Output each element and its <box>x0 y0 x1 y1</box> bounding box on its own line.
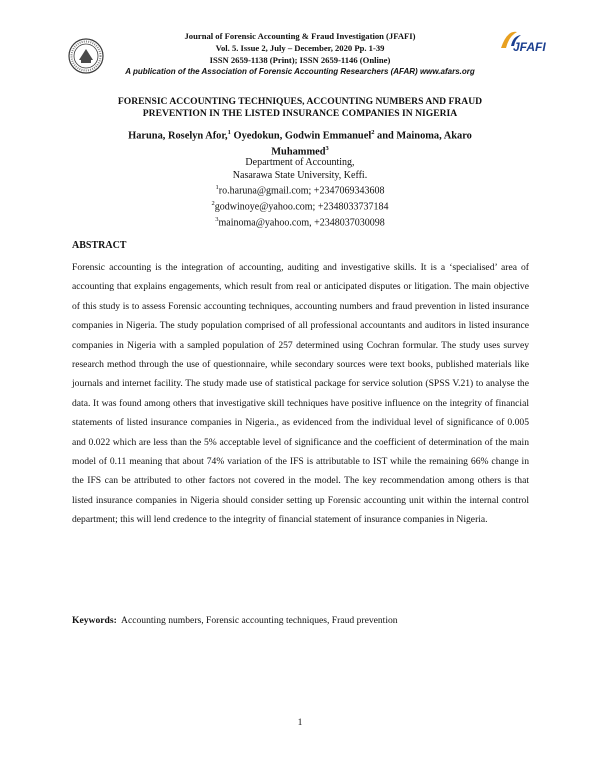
keywords-text: Accounting numbers, Forensic accounting techniques, Fraud prevention <box>121 615 398 626</box>
journal-name: Journal of Forensic Accounting & Fraud Investigation (JFAFI) <box>184 31 416 41</box>
journal-publisher: A publication of the Association of Forensic Accounting Researchers (AFAR) www.afars.org <box>125 67 475 76</box>
author-2: Oyedokun, Godwin Emmanuel <box>230 130 372 142</box>
author-1-sup: 1 <box>227 129 231 136</box>
affiliation-block <box>100 157 500 229</box>
abstract-heading: ABSTRACT <box>72 240 127 251</box>
journal-issn: ISSN 2659-1138 (Print); ISSN 2659-1146 (Online) <box>209 55 391 65</box>
page-number: 1 <box>297 717 303 728</box>
contact-1-text[interactable]: ro.haruna@gmail.com; +2347069343608 <box>218 185 385 197</box>
author-1: Haruna, Roselyn Afor, <box>128 130 228 142</box>
university: Nasarawa State University, Keffi. <box>232 169 368 181</box>
author-3-line-2: Muhammed <box>271 146 326 158</box>
journal-header <box>0 30 600 78</box>
abstract-body: Forensic accounting is the integration of accounting, auditing and investigative skills. It is a ‘specialised’ area of accounting that explains engagements, which result from real or anticipated disputes or litigation. The main objective of this study is to assess Forensic accounting techniques, accounting numbers and fraud prevention in listed insurance companies in Nigeria. The study population comprised of all professional accountants and auditors in listed insurance companies in Nigeria with a sampled population of 257 determined using Cochran formular. The study uses survey research method through the use of questionnaire, while secondary sources were text books, published materials like journals and internet facility. The study made use of statistical package for service solution (SPSS V.21) to analyse the data. It was found among others that investigative skill techniques have positive influence on the integrity of financial statements of listed insurance companies in Nigeria., as evidenced from the individual level of significance of 0.005 and 0.022 which are less than the 5% acceptable level of significance and the coefficient of determination of the main model of 0.11 meaning that about 74% variation of the IFS is attributable to IST while the remaining 66% change in the IFS can be attributed to other factors not covered in the model. The key recommendation among others is that listed insurance companies in Nigeria should consider setting up Forensic accounting unit within the internal control department; this will lend credence to the integrity of financial statement of insurance companies in Nigeria. <box>72 262 529 526</box>
author-3: and Mainoma, Akaro <box>374 130 472 142</box>
contact-2: $^2$godwinoye@yahoo.com; +2348033737184 <box>211 199 389 213</box>
keywords-line <box>72 615 529 626</box>
author-2-sup: 2 <box>371 129 375 136</box>
paper-title <box>60 96 540 120</box>
contact-2-text[interactable]: godwinoye@yahoo.com; +2348033737184 <box>214 201 389 213</box>
author-list <box>90 126 510 159</box>
keywords-label: Keywords: <box>72 615 117 626</box>
contact-3-text[interactable]: mainoma@yahoo.com, +2348037030098 <box>218 216 385 228</box>
contact-1: $^1$ro.haruna@gmail.com; +2347069343608 <box>215 184 385 197</box>
paper-title-line-1: FORENSIC ACCOUNTING TECHNIQUES, ACCOUNTING NUMBERS AND FRAUD <box>117 96 483 107</box>
contact-3: $^3$mainoma@yahoo.com, +2348037030098 <box>215 215 385 228</box>
paper-title-line-2: PREVENTION IN THE LISTED INSURANCE COMPANIES IN NIGERIA <box>142 108 458 119</box>
logo-text: JFAFI <box>513 40 546 54</box>
department: Department of Accounting, <box>245 157 355 168</box>
journal-volume: Vol. 5. Issue 2, July – December, 2020 Pp. 1-39 <box>215 43 385 53</box>
author-3-sup: 3 <box>325 145 329 153</box>
